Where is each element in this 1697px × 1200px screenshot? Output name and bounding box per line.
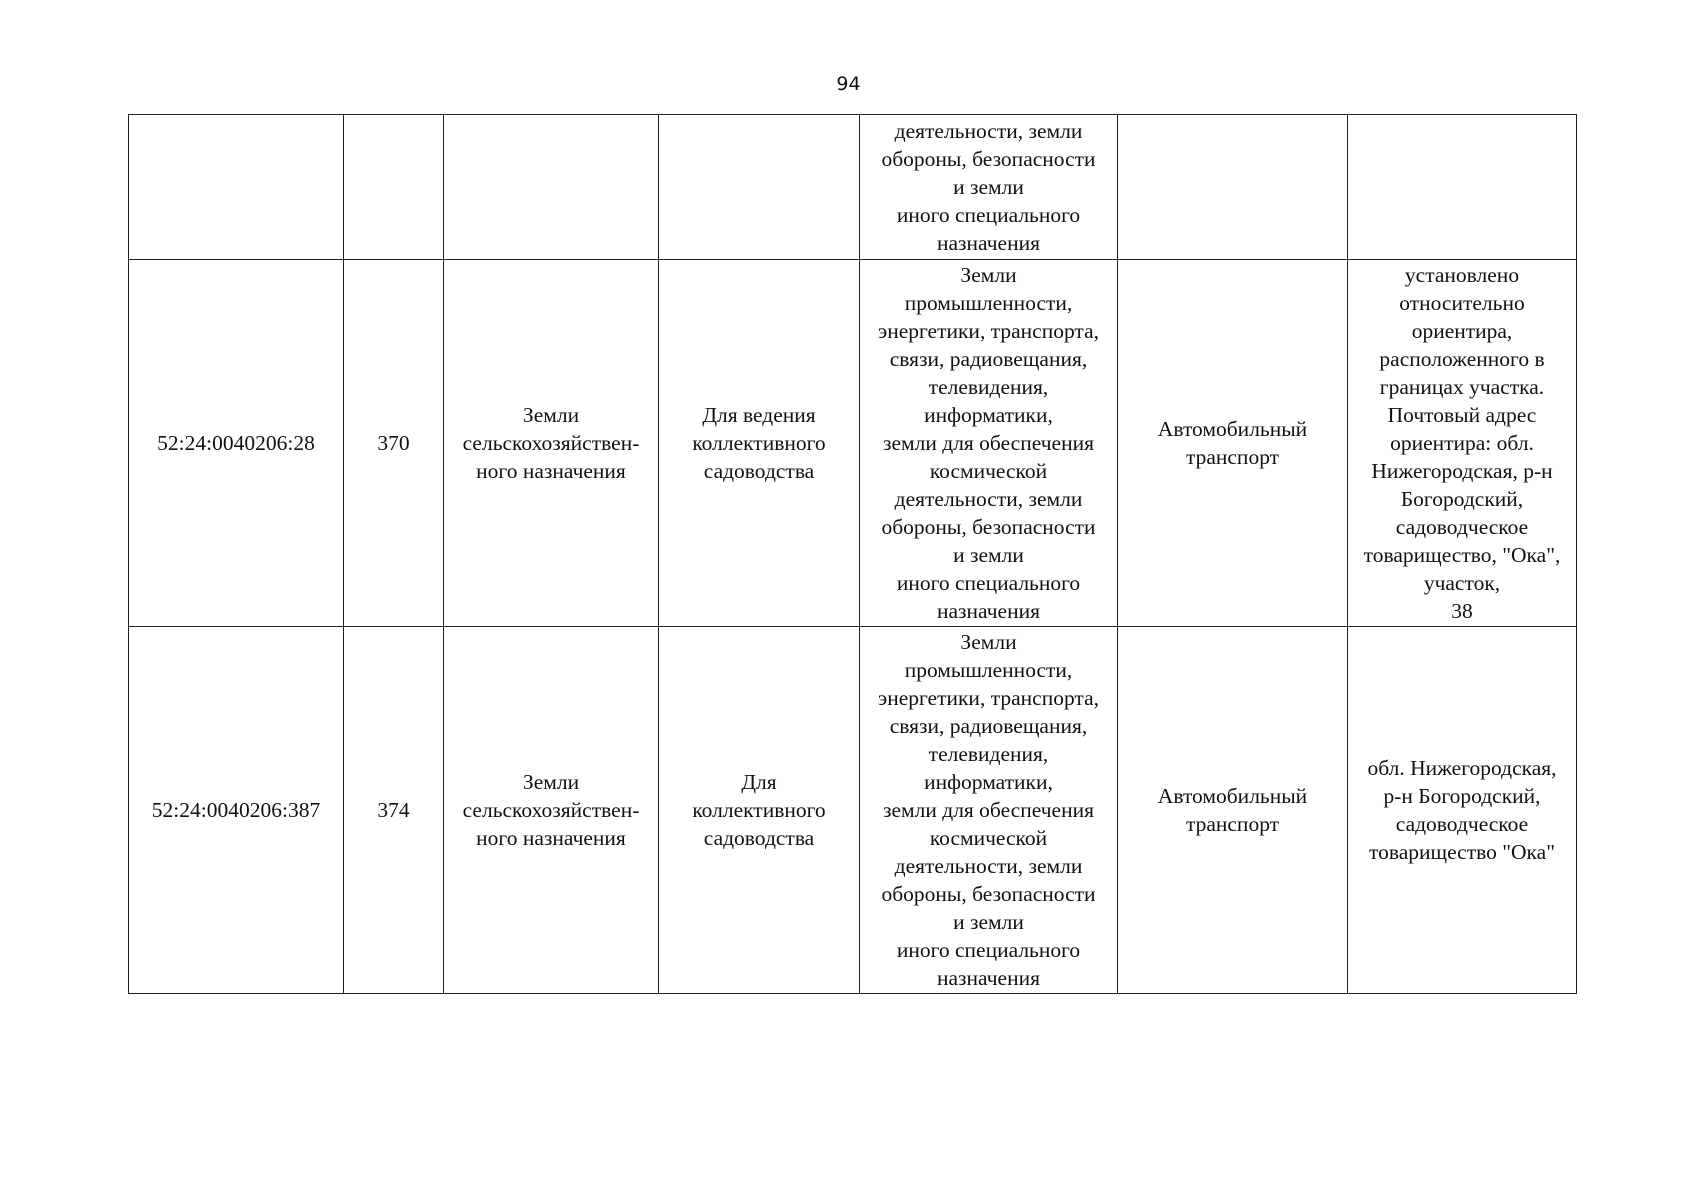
table-row — [129, 260, 1577, 627]
object-type-cell: Автомобильный транспорт — [1118, 260, 1348, 627]
cadastral-number-cell — [129, 115, 344, 260]
address-cell: установлено относительно ориентира, расположенного в границах участка. Почтовый адрес ориентира: обл. Нижегородская, р-н Богородский, садоводческое товарищество, "Ока", участок, 38 — [1348, 260, 1577, 627]
permitted-use-cell — [659, 115, 860, 260]
address-cell — [1348, 115, 1577, 260]
address-cell: обл. Нижегородская, р-н Богородский, садоводческое товарищество "Ока" — [1348, 627, 1577, 994]
table-row — [129, 627, 1577, 994]
area-cell — [344, 115, 444, 260]
page-number: 94 — [836, 73, 861, 95]
land-category-cell: Земли сельскохозяйствен- ного назначения — [444, 260, 659, 627]
object-type-cell — [1118, 115, 1348, 260]
neighbor-category-cell: Земли промышленности, энергетики, транспорта, связи, радиовещания, телевидения, информатики, земли для обеспечения космической деятельности, земли обороны, безопасности и земли иного специального назначения — [860, 260, 1118, 627]
area-cell: 370 — [344, 260, 444, 627]
land-category-cell — [444, 115, 659, 260]
area-cell: 374 — [344, 627, 444, 994]
cadastral-number-cell: 52:24:0040206:387 — [129, 627, 344, 994]
object-type-cell: Автомобильный транспорт — [1118, 627, 1348, 994]
neighbor-category-cell: Земли промышленности, энергетики, транспорта, связи, радиовещания, телевидения, информатики, земли для обеспечения космической деятельности, земли обороны, безопасности и земли иного специального назначения — [860, 627, 1118, 994]
table-row — [129, 115, 1577, 260]
neighbor-category-cell: деятельности, земли обороны, безопасности и земли иного специального назначения — [860, 115, 1118, 260]
land-plots-table — [128, 114, 1577, 994]
cadastral-number-cell: 52:24:0040206:28 — [129, 260, 344, 627]
land-category-cell: Земли сельскохозяйствен- ного назначения — [444, 627, 659, 994]
permitted-use-cell: Для ведения коллективного садоводства — [659, 260, 860, 627]
permitted-use-cell: Для коллективного садоводства — [659, 627, 860, 994]
